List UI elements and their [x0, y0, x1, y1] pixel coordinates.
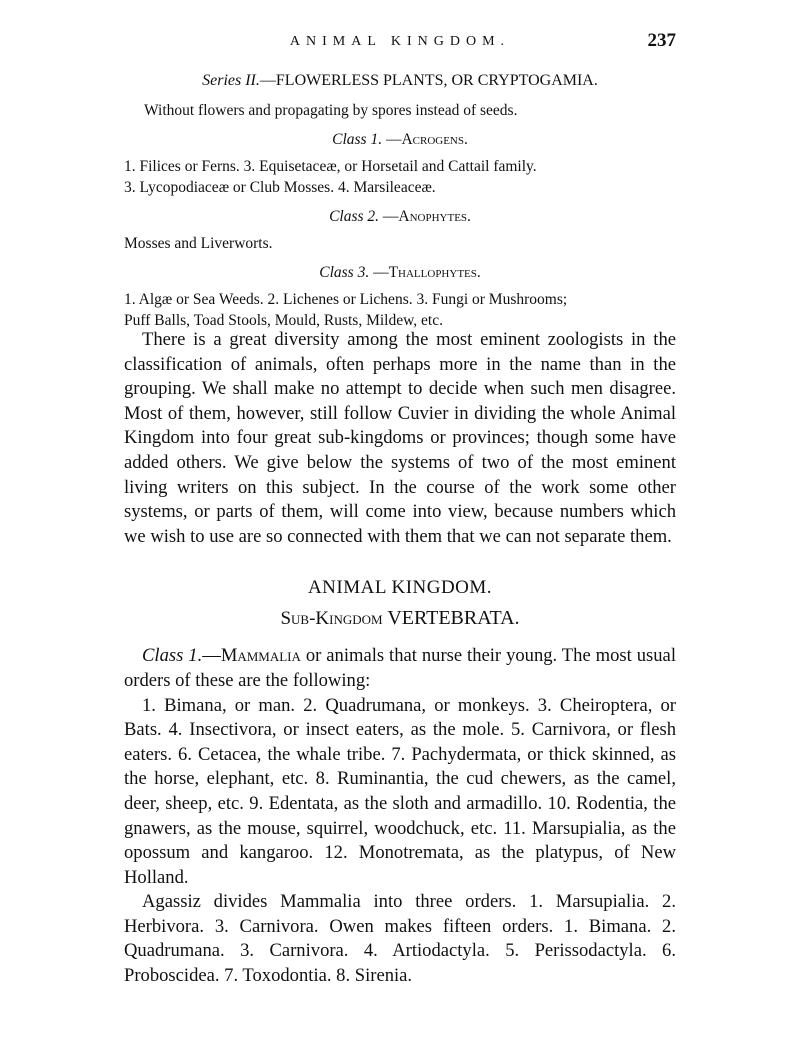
class-heading — [124, 129, 676, 150]
class-label: Class 1. — [332, 131, 383, 148]
class-label: Class 2. — [329, 208, 380, 225]
intro-paragraph: There is a great diversity among the most eminent zoologists in the classification of animals, often perhaps more in the name than in the grouping. We shall make no attempt to decide when such men disagree. Most of them, however, still follow Cuvier in dividing the whole Animal Kingdom into four great sub-kingdoms or provinces; though some have added others. We give below the systems of two of the most eminent living writers on this subject. In the course of the work some other systems, or parts of them, will come into view, because numbers which we wish to use are so connected with them that we can not separate them. — [124, 329, 676, 547]
class-body — [124, 156, 676, 198]
class-line: 1. Algæ or Sea Weeds. 2. Lichenes or Lichens. 3. Fungi or Mushrooms; — [124, 291, 568, 308]
class1-name: —Mammalia — [202, 645, 301, 667]
series-title: —FLOWERLESS PLANTS, OR CRYPTOGAMIA. — [259, 72, 598, 89]
class-line: 3. Lycopodiaceæ or Club Mosses. 4. Marsileaceæ. — [124, 179, 436, 196]
class-line: Puff Balls, Toad Stools, Mould, Rusts, Mildew, etc. — [124, 312, 443, 329]
series-label: Series II. — [202, 72, 260, 89]
series-subtitle: Without flowers and propagating by spores instead of seeds. — [144, 102, 518, 119]
page-number: 237 — [647, 30, 676, 51]
section-heading: ANIMAL KINGDOM. — [307, 577, 493, 599]
running-title: ANIMAL KINGDOM. — [289, 34, 511, 49]
subsection-heading — [124, 607, 676, 630]
class-line: Mosses and Liverworts. — [124, 235, 273, 252]
class-heading — [124, 262, 676, 283]
class-label: Class 3. — [319, 264, 370, 281]
class-name: —Anophytes. — [382, 208, 471, 225]
running-header — [124, 30, 676, 52]
class1-label: Class 1. — [142, 645, 203, 667]
class-body — [124, 233, 676, 254]
agassiz-paragraph: Agassiz divides Mammalia into three orders. 1. Marsupialia. 2. Herbivora. 3. Carnivora. Owen makes fifteen orders. 1. Bimana. 2. Quadrumana. 3. Carnivora. 4. Artiodactyla. 5. Perissodactyla. 6. Proboscidea. 7. Toxodontia. 8. Sirenia. — [124, 891, 676, 987]
class-heading — [124, 206, 676, 227]
orders-paragraph: 1. Bimana, or man. 2. Quadrumana, or monkeys. 3. Cheiroptera, or Bats. 4. Insectivora, or insect eaters, as the mole. 5. Carnivora, or flesh eaters. 6. Cetacea, the whale tribe. 7. Pachydermata, or thick skinned, as the horse, elephant, etc. 8. Ruminantia, the cud chewers, as the camel, deer, sheep, etc. 9. Edentata, as the sloth and armadillo. 10. Rodentia, the gnawers, as the mouse, squirrel, woodchuck, etc. 11. Marsupialia, as the opossum and kangaroo. 12. Monotremata, as the platypus, of New Holland. — [124, 694, 676, 888]
class1-text: or animals that nurse their young. The most usual orders of these are the following: — [124, 645, 676, 691]
series-heading — [124, 70, 676, 91]
subkingdom-label: Sub-Kingdom — [280, 608, 383, 630]
class-body — [124, 289, 676, 331]
class-line: 1. Filices or Ferns. 3. Equisetaceæ, or Horsetail and Cattail family. — [124, 158, 537, 175]
main-text — [124, 328, 676, 989]
subkingdom-name: VERTEBRATA. — [387, 607, 520, 630]
class1-paragraph — [124, 644, 676, 693]
class-name: —Acrogens. — [385, 131, 468, 148]
cryptogamia-section — [124, 70, 676, 339]
class-name: —Thallophytes. — [373, 264, 481, 281]
